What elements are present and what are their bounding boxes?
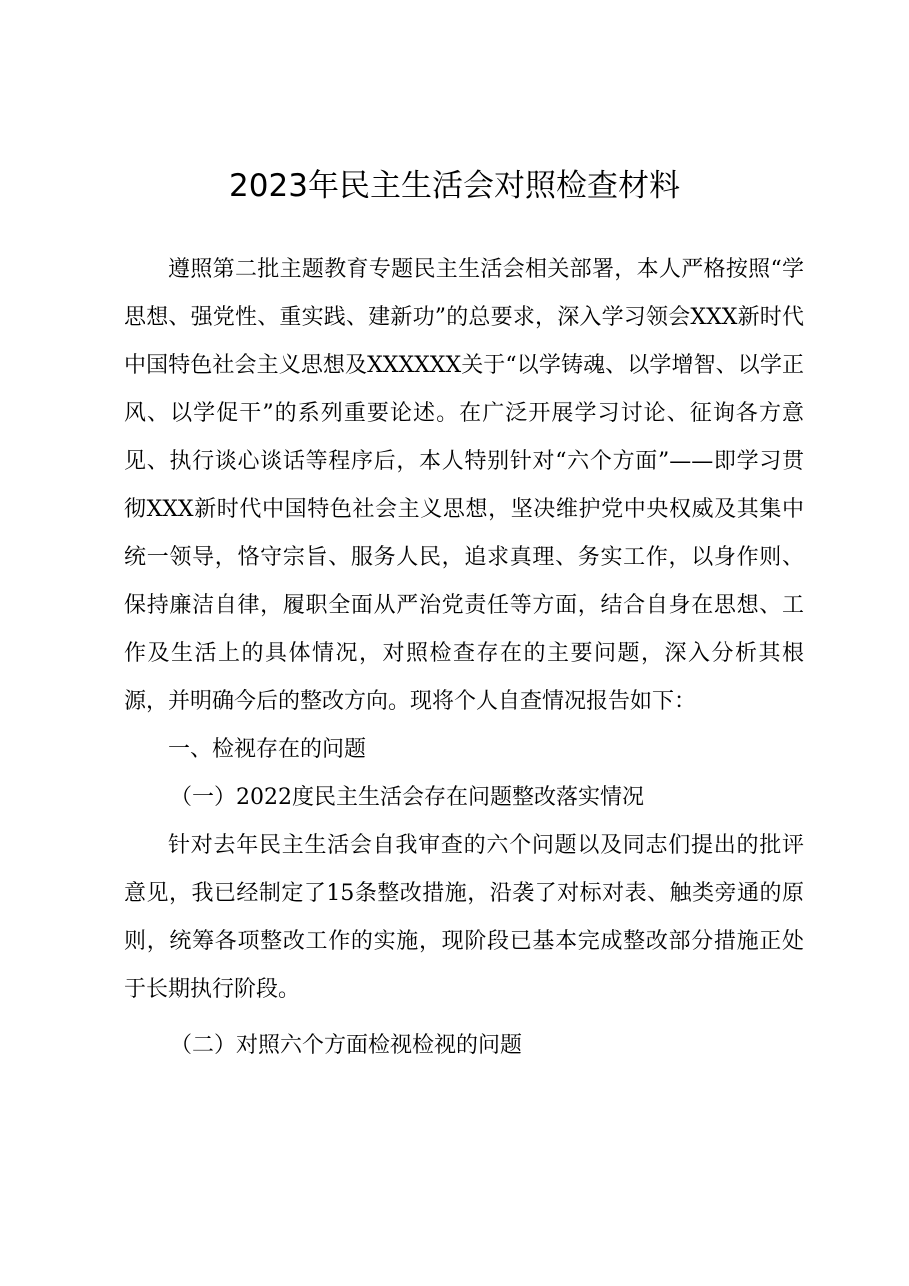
subsection-heading: （二）对照六个方面检视检视的问题 bbox=[170, 1033, 523, 1058]
document-body bbox=[124, 246, 804, 1070]
intro-paragraph: 遵照第二批主题教育专题民主生活会相关部署，本人严格按照“学思想、强党性、重实践、建新功”的总要求，深入学习领会XXX新时代中国特色社会主义思想及XXXXXX关于“以学铸魂、以学增智、以学正风、以学促干”的系列重要论述。在广泛开展学习讨论、征询各方意见、执行谈心谈话等程序后，本人特别针对“六个方面”——即学习贯彻XXX新时代中国特色社会主义思想，坚决维护党中央权威及其集中统一领导，恪守宗旨、服务人民，追求真理、务实工作，以身作则、保持廉洁自律，履职全面从严治党责任等方面，结合自身在思想、工作及生活上的具体情况，对照检查存在的主要问题，深入分析其根源，并明确今后的整改方向。现将个人自查情况报告如下： bbox=[124, 257, 804, 714]
section-heading: 一、检视存在的问题 bbox=[168, 737, 367, 762]
subsection-paragraph: 针对去年民主生活会自我审查的六个问题以及同志们提出的批评意见，我已经制定了15条整改措施，沿袭了对标对表、触类旁通的原则，统筹各项整改工作的实施，现阶段已基本完成整改部分措施正处于长期执行阶段。 bbox=[124, 833, 804, 1002]
subsection-heading: （一）2022度民主生活会存在问题整改落实情况 bbox=[170, 785, 644, 810]
document-title: 2023年民主生活会对照检查材料 bbox=[229, 168, 680, 204]
